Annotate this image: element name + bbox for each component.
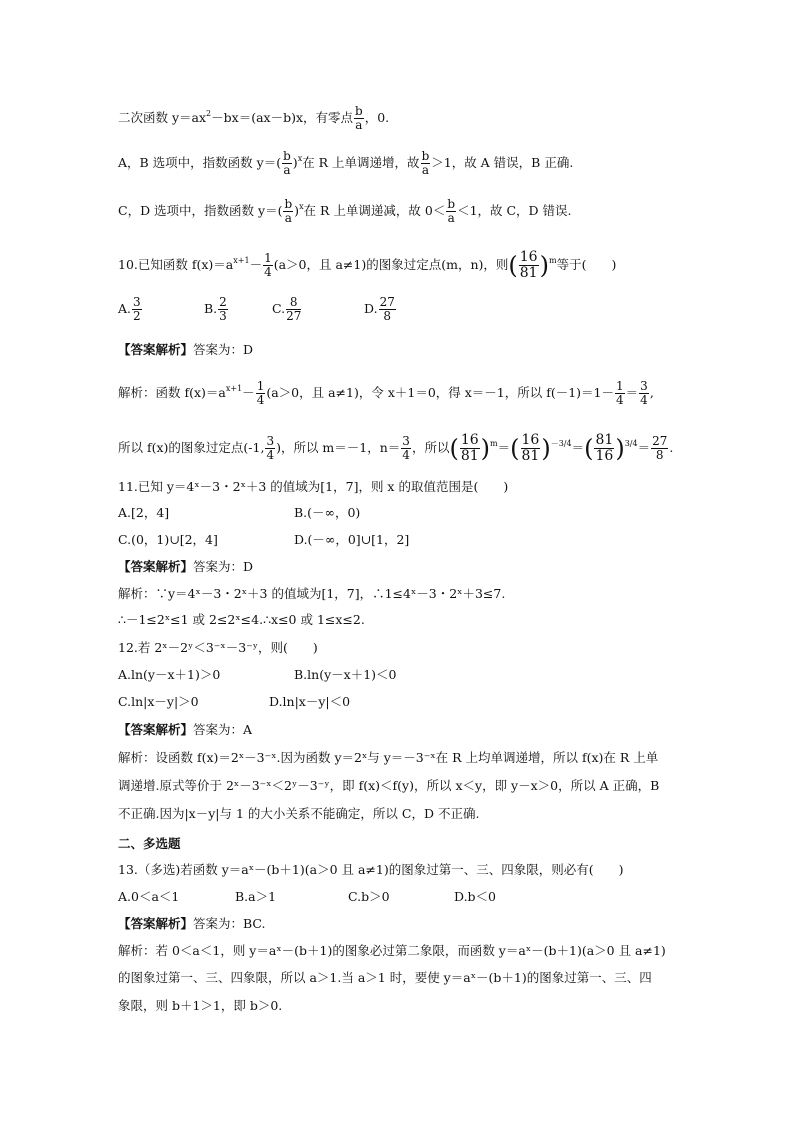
q13-solution-1: 解析：若 0＜a＜1，则 y＝aˣ－(b＋1)的图象必过第二象限，而函数 y＝aˣ－(b＋1)(a＞0 且 a≠1) [118,943,666,958]
q13-options: A.0＜a＜1 B.a＞1 C.b＞0 D.b＜0 [118,889,497,904]
q11-solution-2: ∴－1≤2ˣ≤1 或 2≤2ˣ≤4.∴x≤0 或 1≤x≤2. [118,612,365,627]
intro-line-3: C，D 选项中，指数函数 y＝( $\frac{b}{a}$ )$^x$在 R 上单调递减，故 0＜ $\frac{b}{a}$ ＜1，故 C，D 错误. [118,197,572,225]
q12-solution-2: 调递增.原式等价于 2ˣ－3⁻ˣ＜2ʸ－3⁻ʸ，即 f(x)＜f(y)，所以 x＜y，即 y－x＞0，所以 A 正确，B [118,778,660,793]
q12-options-row-1: A.ln(y－x＋1)＞0 B.ln(y－x＋1)＜0 [118,667,397,682]
q13-solution-3: 象限，则 b＋1＞1，即 b＞0. [118,998,283,1013]
q10-solution-1: 解析：函数 $f(x)=a^{x+1}-$ $\frac{1}{4}$ (a＞0，且 a≠1)，令 x＋1＝0，得 x＝－1，所以 f(－1)＝1－ $\frac{1}{4}$ ＝ $\frac{3}{4}$ , [118,379,654,407]
q11-answer: 【答案解析】答案为：D [118,559,254,574]
q13-answer: 【答案解析】答案为：BC. [118,916,266,931]
intro-line-1: 二次函数 $y=ax^2-bx=(ax-b)x$，有零点 $\frac{b}{a}$ ，0. [118,104,390,132]
q12-solution-1: 解析：设函数 f(x)＝2ˣ－3⁻ˣ.因为函数 y＝2ˣ与 y＝－3⁻ˣ在 R 上均单调递增，所以 f(x)在 R 上单 [118,750,659,765]
section-title: 二、多选题 [118,836,181,851]
q12-options-row-2: C.ln|x－y|＞0 D.ln|x－y|＜0 [118,694,351,709]
q13-stem: 13.（多选)若函数 y＝aˣ－(b＋1)(a＞0 且 a≠1)的图象过第一、三、四象限，则必有( ) [118,862,624,877]
q10-answer: 【答案解析】答案为：D [118,342,254,357]
q12-solution-3: 不正确.因为|x－y|与 1 的大小关系不能确定，所以 C，D 不正确. [118,806,480,821]
q10-stem: 10.已知函数 $f(x)=a^{x+1}-$ $\frac{1}{4}$ (a＞0，且 a≠1)的图象过定点(m，n)，则( $\frac{16}{81}$ )$^m$等于( ) [118,249,617,281]
q13-solution-2: 的图象过第一、三、四象限，所以 a＞1.当 a＞1 时，要使 y＝aˣ－(b＋1)的图象过第一、三、四 [118,970,652,985]
q12-answer: 【答案解析】答案为：A [118,722,253,737]
q10-options: A. $\frac{3}{2}$ B. $\frac{2}{3}$ C. $\frac{8}{27}$ D. $\frac{27}{8}$ [118,295,395,323]
q11-solution-1: 解析：∵y＝4ˣ－3・2ˣ＋3 的值域为[1，7]，∴1≤4ˣ－3・2ˣ＋3≤7. [118,586,506,601]
q11-options-row-2: C.(0，1)∪[2，4] D.(－∞，0]∪[1，2] [118,532,410,547]
q10-solution-2: 所以 f(x)的图象过定点(-1, $\frac{3}{4}$ )，所以 m＝－1，n＝ $\frac{3}{4}$ ，所以( $\frac{16}{81}$ )$^m$＝( $\frac{16}{81}$ )$^{-3/4}$＝( $\frac{81}{16}$ )$^{3/4}$＝ $\frac{27}{8}$ . [118,432,674,464]
q12-stem: 12.若 2ˣ－2ʸ＜3⁻ˣ－3⁻ʸ，则( ) [118,640,318,655]
q11-options-row-1: A.[2，4] B.(－∞，0) [118,505,361,520]
q11-stem: 11.已知 y＝4ˣ－3・2ˣ＋3 的值域为[1，7]，则 x 的取值范围是( ) [118,479,509,494]
intro-line-2: A，B 选项中，指数函数 y＝( $\frac{b}{a}$ )$^x$在 R 上单调递增，故 $\frac{b}{a}$ ＞1，故 A 错误，B 正确. [118,149,574,177]
